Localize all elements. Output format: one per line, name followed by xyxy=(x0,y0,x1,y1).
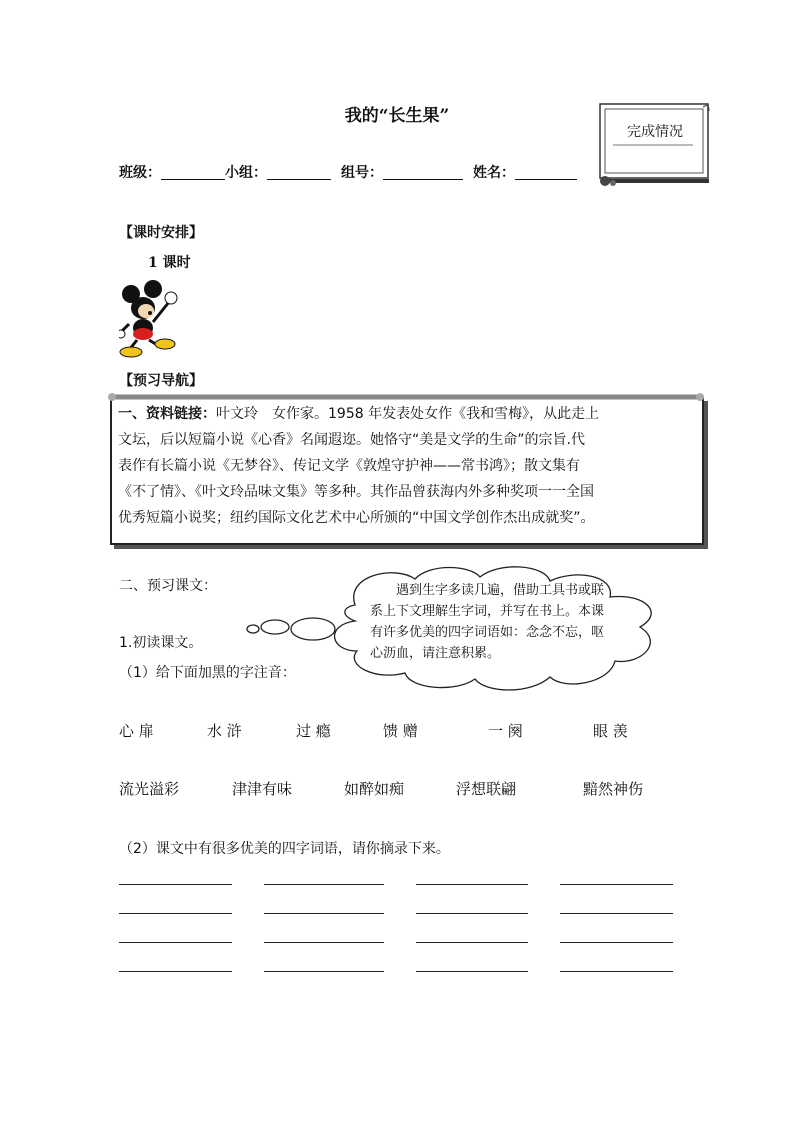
word-item: 过 瘾 xyxy=(296,722,331,740)
tip-line-2: 系上下文理解生字词，并写在书上。本课 xyxy=(370,604,605,619)
idiom-item: 如醉如痴 xyxy=(344,780,405,798)
char-row-1 xyxy=(0,720,794,742)
idiom-item: 浮想联翩 xyxy=(456,780,517,798)
word-item: 水 浒 xyxy=(207,722,242,740)
resource-text xyxy=(118,401,694,531)
answer-line[interactable] xyxy=(416,913,528,914)
preview-heading: 【预习导航】 xyxy=(119,373,203,389)
word-item: 心 扉 xyxy=(119,722,154,740)
word-item: 馈 赠 xyxy=(383,722,418,740)
answer-line[interactable] xyxy=(264,942,384,943)
tip-line-4: 心沥血，请注意积累。 xyxy=(370,646,501,661)
resource-line-4: 《不了情》、《叶文玲品味文集》等多种。其作品曾获海内外多种奖项一一全国 xyxy=(118,484,594,500)
tip-text xyxy=(370,580,640,664)
answer-line[interactable] xyxy=(119,971,232,972)
name-field[interactable] xyxy=(515,165,577,180)
answer-line[interactable] xyxy=(119,884,232,885)
group-number-field[interactable] xyxy=(383,165,463,180)
page-title: 我的“长生果” xyxy=(344,106,450,126)
resource-line-3: 表作有长篇小说《无梦谷》、传记文学《敦煌守护神——常书鸿》；散文集有 xyxy=(118,458,580,474)
answer-line[interactable] xyxy=(264,884,384,885)
answer-line[interactable] xyxy=(560,913,673,914)
section2-heading: 二、预习课文： xyxy=(119,578,217,594)
answer-line[interactable] xyxy=(416,971,528,972)
student-info-row xyxy=(119,162,577,182)
answer-line[interactable] xyxy=(264,913,384,914)
resource-line-5: 优秀短篇小说奖；纽约国际文化艺术中心所颁的“中国文学创作杰出成就奖”。 xyxy=(118,510,595,526)
group-number-label: 组号： xyxy=(341,165,383,181)
completion-status-label: 完成情况 xyxy=(627,124,683,140)
class-field[interactable] xyxy=(161,165,225,180)
idiom-item: 黯然神伤 xyxy=(583,780,644,798)
question1-label: （1）给下面加黑的字注音： xyxy=(119,665,296,681)
char-row-2 xyxy=(0,778,794,800)
word-item: 一 阕 xyxy=(488,722,523,740)
answer-line[interactable] xyxy=(416,942,528,943)
answer-line[interactable] xyxy=(560,884,673,885)
answer-line[interactable] xyxy=(264,971,384,972)
cartoon-mouse-icon xyxy=(119,280,185,358)
schedule-heading: 【课时安排】 xyxy=(119,225,203,241)
resource-box xyxy=(110,397,705,545)
step1-label: 1.初读课文。 xyxy=(119,635,203,651)
answer-line[interactable] xyxy=(560,971,673,972)
word-item: 眼 羡 xyxy=(593,722,628,740)
idiom-item: 流光溢彩 xyxy=(119,780,180,798)
idiom-item: 津津有味 xyxy=(232,780,293,798)
answer-line[interactable] xyxy=(119,913,232,914)
resource-line-1: 一、资料链接：叶文玲 女作家。1958 年发表处女作《我和雪梅》，从此走上 xyxy=(118,406,600,422)
completion-status-card xyxy=(599,103,711,187)
resource-label: 一、资料链接： xyxy=(118,406,216,422)
answer-line[interactable] xyxy=(416,884,528,885)
class-label: 班级： xyxy=(119,165,161,181)
group-label: 小组： xyxy=(225,165,267,181)
answer-line[interactable] xyxy=(119,942,232,943)
scroll-frame-icon xyxy=(599,103,711,187)
tip-line-1: 遇到生字多读几遍，借助工具书或联 xyxy=(396,583,605,598)
group-field[interactable] xyxy=(267,165,331,180)
question2-label: （2）课文中有很多优美的四字词语，请你摘录下来。 xyxy=(119,841,450,857)
tip-line-3: 有许多优美的四字词语如：念念不忘，呕 xyxy=(370,625,605,640)
resource-line-2: 文坛，后以短篇小说《心香》名闻遐迩。她恪守“美是文学的生命”的宗旨.代 xyxy=(118,432,585,448)
schedule-value: 1 课时 xyxy=(148,255,191,271)
answer-line[interactable] xyxy=(560,942,673,943)
name-label: 姓名： xyxy=(473,165,515,181)
